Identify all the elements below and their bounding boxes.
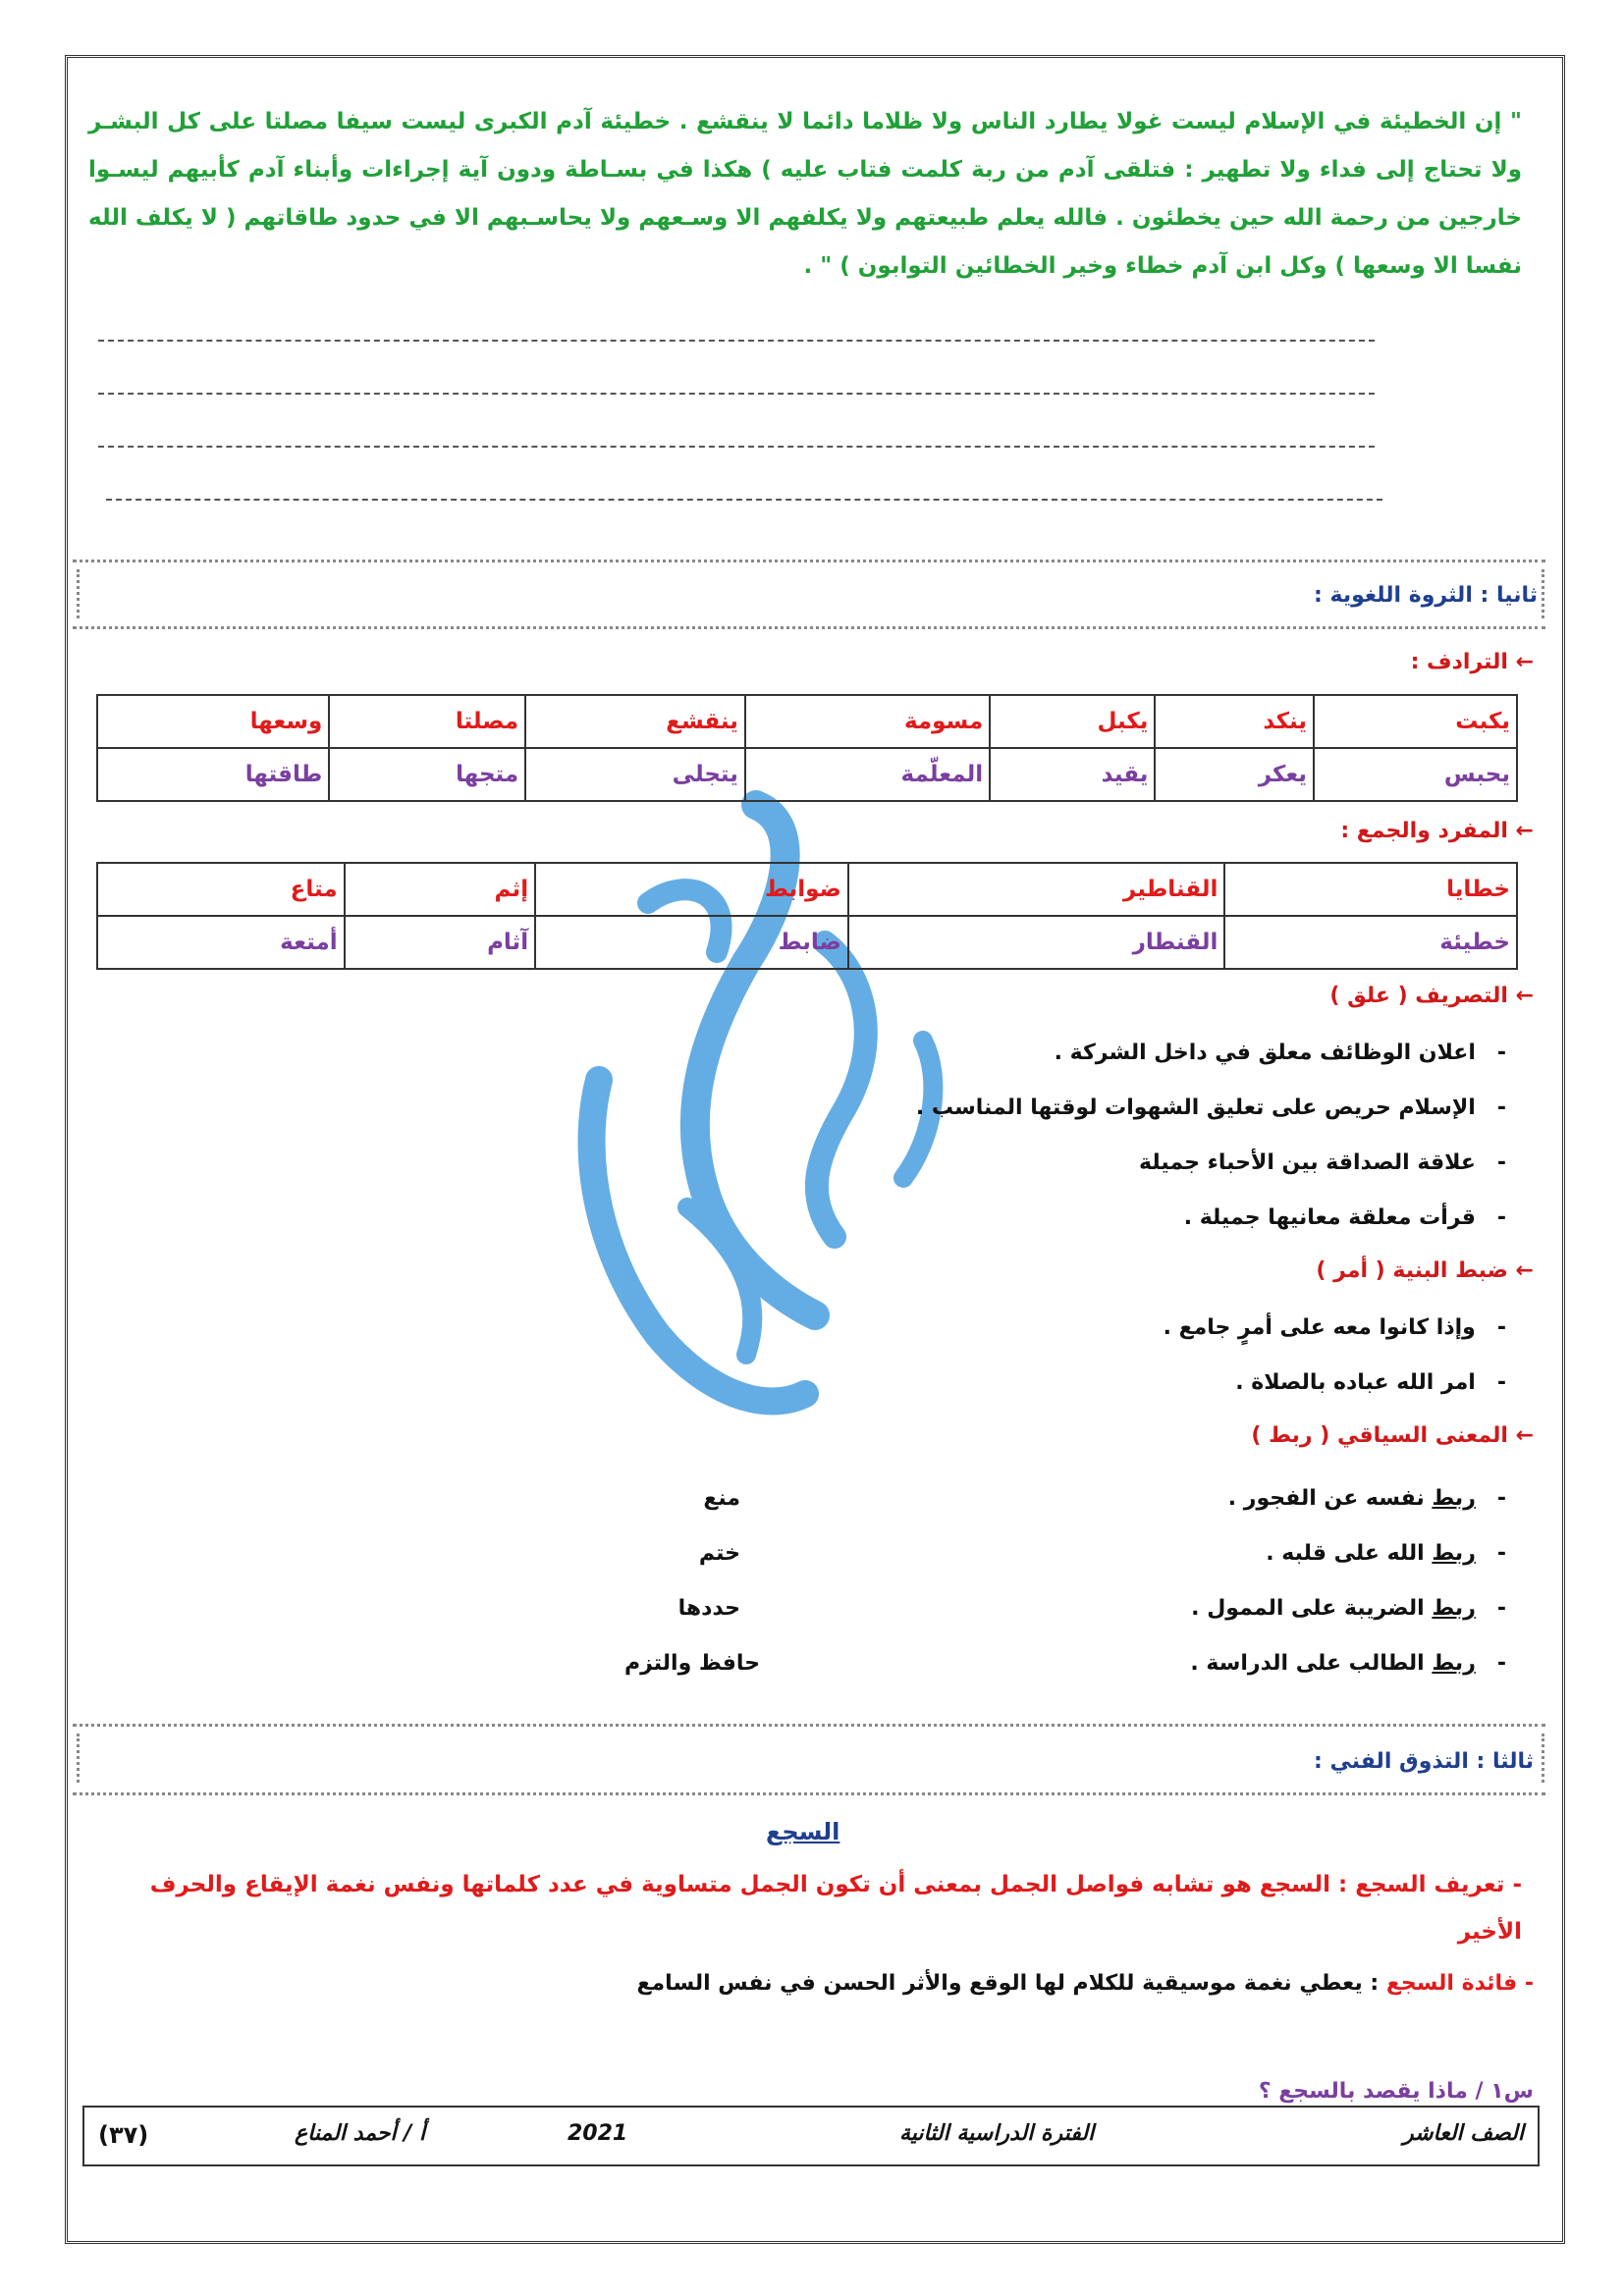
section-divider [77,569,80,618]
table-cell: ينقشع [525,695,745,748]
footer-year: 2021 [568,2121,628,2146]
meaning-answer: ختم [698,1541,740,1566]
section-divider [73,626,1545,629]
table-cell: خطايا [1224,863,1517,916]
list-item: -ربط الله على قلبه . [1266,1541,1506,1566]
section-divider [77,1734,80,1783]
synonyms-heading: ← الترادف : [1410,650,1534,674]
table-cell: ضوابط [535,863,848,916]
section-title-art: ثالثا : التذوق الفني : [1314,1749,1534,1774]
meaning-answer: منع [703,1486,740,1511]
list-item: -ربط الضريبة على الممول . [1191,1596,1506,1621]
table-cell: مصلتا [329,695,525,748]
saja-definition: - تعريف السجع : السجع هو تشابه فواصل الجمل بمعنى أن تكون الجمل متساوية في عدد كلماتها ونفس نغمة الإيقاع والحرف الأخير [149,1872,1522,1945]
table-cell: مسومة [745,695,990,748]
meaning-answer: حددها [677,1596,740,1621]
footer-term: الفترة الدراسية الثانية [899,2121,1095,2146]
section-title-vocabulary: ثانيا : الثروة اللغوية : [1314,583,1538,608]
saja-benefit: - فائدة السجع : يعطي نغمة موسيقية للكلام لها الوقع والأثر الحسن في نفس السامع [636,1971,1534,1996]
table-cell: يقيد [990,748,1155,801]
list-item: -اعلان الوظائف معلق في داخل الشركة . [1054,1041,1506,1065]
table-cell: وسعها [97,695,329,748]
list-item: -علاقة الصداقة بين الأحباء جميلة [1139,1150,1506,1175]
table-cell: ينكد [1155,695,1314,748]
section-divider [73,1792,1545,1795]
table-cell: يحبس [1314,748,1517,801]
answer-line [106,499,1382,501]
table-cell: خطيئة [1224,916,1517,969]
synonyms-table [96,694,1518,802]
saja-title: السجع [766,1818,840,1845]
singular-plural-table [96,862,1518,970]
watermark-stroke [687,1207,752,1355]
context-heading: ← المعنى السياقي ( ربط ) [1251,1423,1534,1448]
table-cell: متاع [97,863,345,916]
list-item: -ربط الطالب على الدراسة . [1190,1651,1506,1676]
meaning-answer: حافظ والتزم [623,1651,760,1676]
answer-line [98,446,1375,448]
table-cell: القناطير [848,863,1225,916]
section-divider [73,560,1545,562]
section-divider [73,1724,1545,1727]
list-item: -قرأت معلقة معانيها جميلة . [1183,1205,1506,1230]
morphology-heading: ← التصريف ( علق ) [1329,984,1534,1008]
table-cell: يعكر [1155,748,1314,801]
watermark-stroke [817,942,866,1237]
table-cell: آثام [345,916,535,969]
structure-heading: ← ضبط البنية ( أمر ) [1316,1258,1534,1283]
section-divider [1542,1734,1544,1783]
footer-teacher: أ / أحمد المناع [295,2121,426,2146]
singular-plural-heading: ← المفرد والجمع : [1340,819,1534,843]
table-cell: يكبل [990,695,1155,748]
answer-line [98,393,1375,395]
list-item: -ربط نفسه عن الفجور . [1227,1486,1506,1511]
question: س١ / ماذا يقصد بالسجع ؟ [1258,2079,1534,2104]
table-cell: يتجلى [525,748,745,801]
table-cell: يكبت [1314,695,1517,748]
table-cell: ضابط [535,916,848,969]
table-cell: متجها [329,748,525,801]
page-footer [82,2106,1540,2166]
table-cell: القنطار [848,916,1225,969]
list-item: -وإذا كانوا معه على أمرٍ جامع . [1163,1315,1506,1340]
list-item: -الإسلام حريص على تعليق الشهوات لوقتها المناسب . [915,1095,1506,1120]
section-divider [1542,569,1544,618]
quote-paragraph: " إن الخطيئة في الإسلام ليست غولا يطارد الناس ولا ظلاما دائما لا ينقشع . خطيئة آدم الكبرى ليست سيفا مصلتا على كل البشـر ولا تحتاج إلى فداء ولا تطهير : فتلقى آدم من ربة كلمت فتاب عليه ) هكذا في بسـاطة ودون آية إجراءات وأبناء آدم كأبيهم ليسـوا خارجين من رحمة الله حين يخطئون . فالله يعلم طبيعتهم ولا يكلفهم الا وسـعهم ولا يحاسـبهم الا في حدود طاقاتهم ( لا يكلف الله نفسا الا وسعها ) وكل ابن آدم خطاء وخير الخطائين التوابون ) " . [88,109,1522,279]
list-item: -امر الله عباده بالصلاة . [1235,1370,1506,1395]
footer-page-number: (٣٧) [98,2121,149,2149]
table-cell: طاقتها [97,748,329,801]
table-cell: أمتعة [97,916,345,969]
table-cell: إثم [345,863,535,916]
footer-grade: الصف العاشر [1402,2121,1524,2146]
table-cell: المعلّمة [745,748,990,801]
answer-line [98,340,1375,342]
